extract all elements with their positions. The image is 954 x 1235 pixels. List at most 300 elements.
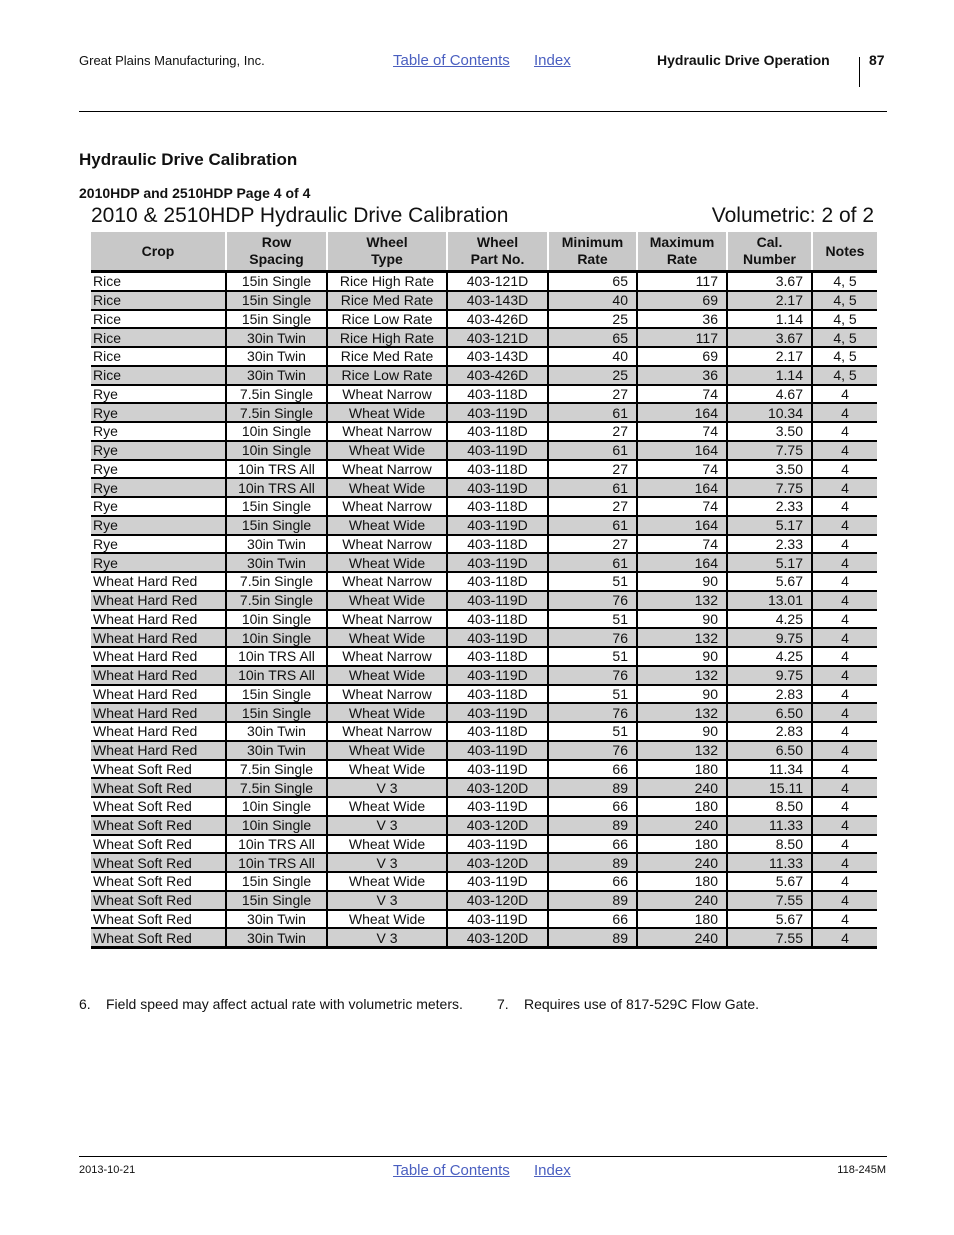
table-row <box>91 628 877 647</box>
table-cell: 66 <box>548 797 637 816</box>
table-row <box>91 891 877 910</box>
table-cell: 403-120D <box>447 928 548 947</box>
table-cell: 66 <box>548 872 637 891</box>
table-cell: 10in Single <box>226 628 327 647</box>
table-cell: 403-120D <box>447 853 548 872</box>
table-cell: 27 <box>548 422 637 441</box>
table-cell: 2.17 <box>727 291 812 310</box>
table-cell: 403-119D <box>447 872 548 891</box>
table-cell: 11.33 <box>727 816 812 835</box>
table-cell: 30in Twin <box>226 366 327 385</box>
table-cell: 90 <box>637 610 727 629</box>
table-cell: Wheat Wide <box>327 872 447 891</box>
column-header-text: Notes <box>825 242 865 259</box>
table-title: 2010 & 2510HDP Hydraulic Drive Calibration <box>91 204 509 227</box>
table-cell: 4 <box>812 741 877 760</box>
table-cell: 403-118D <box>447 497 548 516</box>
column-header <box>91 232 226 272</box>
table-cell: 4, 5 <box>812 366 877 385</box>
table-cell: Wheat Hard Red <box>91 591 226 610</box>
table-cell: 240 <box>637 816 727 835</box>
table-cell: 4, 5 <box>812 272 877 291</box>
table-row <box>91 760 877 779</box>
table-row <box>91 328 877 347</box>
table-cell: 4 <box>812 385 877 404</box>
column-header-text: Wheel <box>476 234 519 250</box>
table-cell: 4.25 <box>727 647 812 666</box>
table-cell: 10in Single <box>226 610 327 629</box>
table-cell: Wheat Hard Red <box>91 722 226 741</box>
table-cell: 403-119D <box>447 741 548 760</box>
table-cell: 10in TRS All <box>226 460 327 479</box>
table-row <box>91 572 877 591</box>
table-cell: Wheat Wide <box>327 835 447 854</box>
column-header <box>447 232 548 272</box>
table-cell: 403-426D <box>447 310 548 329</box>
footer-index-link[interactable]: Index <box>534 1162 571 1179</box>
table-cell: 61 <box>548 516 637 535</box>
table-cell: 15in Single <box>226 272 327 291</box>
table-cell: 4 <box>812 403 877 422</box>
table-cell: Wheat Soft Red <box>91 816 226 835</box>
table-cell: 2.33 <box>727 497 812 516</box>
table-cell: Rice <box>91 310 226 329</box>
table-cell: Wheat Wide <box>327 910 447 929</box>
table-cell: 403-118D <box>447 722 548 741</box>
table-cell: 132 <box>637 628 727 647</box>
note-number: 7. <box>497 996 509 1012</box>
table-cell: Rice Med Rate <box>327 291 447 310</box>
table-cell: 2.33 <box>727 535 812 554</box>
table-row <box>91 347 877 366</box>
table-cell: 403-120D <box>447 891 548 910</box>
table-cell: 15in Single <box>226 497 327 516</box>
table-cell: 51 <box>548 722 637 741</box>
column-header-text: Type <box>371 251 403 267</box>
table-cell: 132 <box>637 591 727 610</box>
column-header <box>327 232 447 272</box>
column-header-text: Cal. <box>756 234 783 250</box>
table-cell: 403-118D <box>447 572 548 591</box>
table-cell: Wheat Soft Red <box>91 872 226 891</box>
table-cell: 61 <box>548 478 637 497</box>
column-header <box>727 232 812 272</box>
table-body <box>91 272 877 948</box>
table-cell: Wheat Wide <box>327 741 447 760</box>
table-cell: 76 <box>548 666 637 685</box>
table-cell: 10in Single <box>226 816 327 835</box>
column-header-text: Number <box>743 251 796 267</box>
table-cell: 10in TRS All <box>226 853 327 872</box>
table-cell: Rye <box>91 422 226 441</box>
table-cell: 74 <box>637 497 727 516</box>
table-cell: 51 <box>548 610 637 629</box>
table-cell: 7.5in Single <box>226 403 327 422</box>
column-header-text: Spacing <box>249 251 304 267</box>
table-cell: 3.50 <box>727 422 812 441</box>
table-cell: 4 <box>812 703 877 722</box>
table-cell: 4 <box>812 797 877 816</box>
table-cell: 6.50 <box>727 741 812 760</box>
table-cell: 30in Twin <box>226 910 327 929</box>
section-title: Hydraulic Drive Calibration <box>79 150 298 169</box>
table-cell: 8.50 <box>727 797 812 816</box>
table-cell: Rye <box>91 460 226 479</box>
table-cell: 25 <box>548 366 637 385</box>
table-cell: 90 <box>637 685 727 704</box>
table-cell: Wheat Soft Red <box>91 797 226 816</box>
table-row <box>91 778 877 797</box>
table-cell: 240 <box>637 853 727 872</box>
table-cell: 164 <box>637 553 727 572</box>
table-cell: 3.67 <box>727 328 812 347</box>
table-cell: 36 <box>637 366 727 385</box>
table-row <box>91 722 877 741</box>
header-index-link[interactable]: Index <box>534 52 571 69</box>
table-cell: 15in Single <box>226 685 327 704</box>
table-row <box>91 291 877 310</box>
table-cell: Wheat Wide <box>327 553 447 572</box>
table-cell: 180 <box>637 910 727 929</box>
table-row <box>91 853 877 872</box>
table-cell: 6.50 <box>727 703 812 722</box>
table-cell: 15in Single <box>226 516 327 535</box>
table-cell: 11.33 <box>727 853 812 872</box>
table-cell: Wheat Wide <box>327 478 447 497</box>
column-header-text: Maximum <box>649 234 715 250</box>
table-cell: Wheat Wide <box>327 441 447 460</box>
table-cell: 403-426D <box>447 366 548 385</box>
table-cell: 5.67 <box>727 572 812 591</box>
table-cell: Wheat Hard Red <box>91 628 226 647</box>
footer-date: 2013-10-21 <box>79 1164 136 1176</box>
table-cell: 4, 5 <box>812 291 877 310</box>
table-cell: 51 <box>548 685 637 704</box>
table-row <box>91 403 877 422</box>
table-cell: Rice <box>91 328 226 347</box>
note-text: Field speed may affect actual rate with volumetric meters. <box>106 996 463 1012</box>
table-cell: 4 <box>812 422 877 441</box>
table-cell: Wheat Soft Red <box>91 835 226 854</box>
table-cell: 132 <box>637 703 727 722</box>
table-cell: 164 <box>637 516 727 535</box>
table-cell: Rye <box>91 497 226 516</box>
table-row <box>91 516 877 535</box>
table-cell: 74 <box>637 385 727 404</box>
table-cell: Wheat Narrow <box>327 722 447 741</box>
table-cell: 74 <box>637 422 727 441</box>
table-row <box>91 928 877 947</box>
table-cell: 4 <box>812 441 877 460</box>
table-cell: 15in Single <box>226 310 327 329</box>
table-cell: Wheat Wide <box>327 591 447 610</box>
column-header <box>812 232 877 272</box>
table-cell: 89 <box>548 891 637 910</box>
table-cell: Rye <box>91 385 226 404</box>
table-cell: 403-118D <box>447 535 548 554</box>
table-cell: 15in Single <box>226 703 327 722</box>
table-cell: 65 <box>548 272 637 291</box>
table-cell: 10in Single <box>226 441 327 460</box>
table-cell: 7.55 <box>727 928 812 947</box>
table-cell: Rice Med Rate <box>327 347 447 366</box>
table-cell: 4 <box>812 553 877 572</box>
table-cell: 9.75 <box>727 666 812 685</box>
table-cell: 3.50 <box>727 460 812 479</box>
table-cell: 7.5in Single <box>226 778 327 797</box>
column-header-text: Wheel <box>366 234 408 250</box>
table-cell: Wheat Narrow <box>327 610 447 629</box>
table-cell: 4, 5 <box>812 347 877 366</box>
table-cell: 27 <box>548 385 637 404</box>
table-cell: 7.55 <box>727 891 812 910</box>
table-row <box>91 497 877 516</box>
table-row <box>91 610 877 629</box>
table-cell: Wheat Wide <box>327 666 447 685</box>
table-cell: 132 <box>637 666 727 685</box>
table-row <box>91 385 877 404</box>
table-cell: 51 <box>548 572 637 591</box>
table-cell: 403-118D <box>447 385 548 404</box>
table-cell: 27 <box>548 497 637 516</box>
table-cell: Wheat Narrow <box>327 685 447 704</box>
table-cell: 240 <box>637 778 727 797</box>
table-cell: 30in Twin <box>226 553 327 572</box>
table-cell: Rye <box>91 553 226 572</box>
table-cell: 89 <box>548 816 637 835</box>
table-cell: Rye <box>91 535 226 554</box>
table-cell: 10in Single <box>226 422 327 441</box>
table-cell: Wheat Narrow <box>327 647 447 666</box>
table-row <box>91 422 877 441</box>
table-cell: 5.67 <box>727 910 812 929</box>
section-name: Hydraulic Drive Operation <box>657 52 830 68</box>
table-row <box>91 310 877 329</box>
table-cell: 4 <box>812 591 877 610</box>
table-cell: Rye <box>91 516 226 535</box>
table-cell: V 3 <box>327 778 447 797</box>
table-cell: 2.17 <box>727 347 812 366</box>
header-divider <box>859 57 860 87</box>
table-cell: 74 <box>637 460 727 479</box>
table-row <box>91 703 877 722</box>
table-cell: 66 <box>548 835 637 854</box>
table-cell: V 3 <box>327 816 447 835</box>
column-header-text: Rate <box>666 251 698 267</box>
table-cell: 1.14 <box>727 310 812 329</box>
table-cell: 403-120D <box>447 778 548 797</box>
table-cell: 403-118D <box>447 610 548 629</box>
table-cell: Wheat Soft Red <box>91 928 226 947</box>
table-cell: Wheat Wide <box>327 516 447 535</box>
table-cell: 30in Twin <box>226 347 327 366</box>
table-cell: Wheat Wide <box>327 797 447 816</box>
header-rule <box>79 111 887 112</box>
table-cell: 403-119D <box>447 666 548 685</box>
table-cell: 3.67 <box>727 272 812 291</box>
table-cell: 15in Single <box>226 891 327 910</box>
table-cell: 164 <box>637 441 727 460</box>
table-row <box>91 685 877 704</box>
table-cell: 30in Twin <box>226 741 327 760</box>
table-cell: Wheat Soft Red <box>91 778 226 797</box>
table-cell: 10in TRS All <box>226 478 327 497</box>
table-cell: Wheat Soft Red <box>91 891 226 910</box>
table-cell: 180 <box>637 872 727 891</box>
table-cell: 117 <box>637 272 727 291</box>
table-cell: 10in TRS All <box>226 666 327 685</box>
table-row <box>91 835 877 854</box>
table-cell: 27 <box>548 460 637 479</box>
table-cell: Rice Low Rate <box>327 310 447 329</box>
table-cell: 403-119D <box>447 591 548 610</box>
table-cell: 403-143D <box>447 291 548 310</box>
table-cell: 10in TRS All <box>226 835 327 854</box>
column-header-text: Minimum <box>561 234 624 250</box>
table-cell: 403-121D <box>447 272 548 291</box>
table-cell: 4 <box>812 835 877 854</box>
table-cell: Wheat Hard Red <box>91 703 226 722</box>
table-cell: 403-118D <box>447 460 548 479</box>
table-cell: 40 <box>548 291 637 310</box>
table-cell: 10.34 <box>727 403 812 422</box>
table-cell: 117 <box>637 328 727 347</box>
table-cell: 10in Single <box>226 797 327 816</box>
table-cell: 7.5in Single <box>226 572 327 591</box>
table-cell: 4.25 <box>727 610 812 629</box>
table-cell: 69 <box>637 347 727 366</box>
table-cell: 25 <box>548 310 637 329</box>
subtitle: 2010HDP and 2510HDP Page 4 of 4 <box>79 185 311 201</box>
table-row <box>91 591 877 610</box>
table-cell: Rice High Rate <box>327 328 447 347</box>
table-cell: 180 <box>637 760 727 779</box>
table-cell: Rice <box>91 366 226 385</box>
table-cell: 403-118D <box>447 685 548 704</box>
table-cell: 240 <box>637 928 727 947</box>
table-row <box>91 816 877 835</box>
header-toc-link[interactable]: Table of Contents <box>393 52 510 69</box>
table-cell: Wheat Soft Red <box>91 910 226 929</box>
table-cell: 403-121D <box>447 328 548 347</box>
table-row <box>91 366 877 385</box>
company-name: Great Plains Manufacturing, Inc. <box>79 53 265 68</box>
table-cell: 180 <box>637 835 727 854</box>
table-cell: 7.5in Single <box>226 591 327 610</box>
table-cell: 30in Twin <box>226 328 327 347</box>
table-cell: 4 <box>812 685 877 704</box>
table-cell: 2.83 <box>727 722 812 741</box>
table-cell: 90 <box>637 647 727 666</box>
table-cell: 403-120D <box>447 816 548 835</box>
table-cell: 15.11 <box>727 778 812 797</box>
table-cell: 4, 5 <box>812 310 877 329</box>
table-cell: 4 <box>812 760 877 779</box>
table-cell: Wheat Wide <box>327 760 447 779</box>
table-cell: 90 <box>637 572 727 591</box>
table-cell: Wheat Wide <box>327 703 447 722</box>
table-row <box>91 478 877 497</box>
table-cell: 36 <box>637 310 727 329</box>
table-cell: 4 <box>812 910 877 929</box>
table-cell: 89 <box>548 853 637 872</box>
table-cell: 403-119D <box>447 403 548 422</box>
table-header-row <box>91 232 877 272</box>
table-cell: 9.75 <box>727 628 812 647</box>
table-cell: 4 <box>812 535 877 554</box>
table-cell: Rice <box>91 291 226 310</box>
table-cell: Rice Low Rate <box>327 366 447 385</box>
table-cell: 240 <box>637 891 727 910</box>
table-cell: 61 <box>548 403 637 422</box>
table-cell: 30in Twin <box>226 535 327 554</box>
table-cell: 403-118D <box>447 422 548 441</box>
footer-rule <box>79 1156 887 1157</box>
table-cell: Wheat Hard Red <box>91 572 226 591</box>
footer-doc-number: 118-245M <box>837 1164 886 1176</box>
page-number: 87 <box>869 52 885 68</box>
table-cell: 90 <box>637 722 727 741</box>
table-cell: V 3 <box>327 853 447 872</box>
table-cell: 4 <box>812 497 877 516</box>
note-text: Requires use of 817-529C Flow Gate. <box>524 996 760 1012</box>
table-cell: 164 <box>637 403 727 422</box>
table-cell: 27 <box>548 535 637 554</box>
table-cell: 5.67 <box>727 872 812 891</box>
table-cell: 180 <box>637 797 727 816</box>
table-row <box>91 872 877 891</box>
table-row <box>91 797 877 816</box>
footer-toc-link[interactable]: Table of Contents <box>393 1162 510 1179</box>
table-cell: 4.67 <box>727 385 812 404</box>
table-cell: Rye <box>91 441 226 460</box>
table-cell: 164 <box>637 478 727 497</box>
table-cell: Wheat Narrow <box>327 422 447 441</box>
table-row <box>91 535 877 554</box>
table-cell: Wheat Hard Red <box>91 610 226 629</box>
table-cell: Wheat Narrow <box>327 572 447 591</box>
table-cell: 15in Single <box>226 872 327 891</box>
table-cell: 89 <box>548 778 637 797</box>
table-cell: 10in TRS All <box>226 647 327 666</box>
column-header-text: Part No. <box>470 251 525 267</box>
table-cell: 66 <box>548 910 637 929</box>
table-cell: 4 <box>812 572 877 591</box>
table-cell: Wheat Wide <box>327 628 447 647</box>
table-cell: 74 <box>637 535 727 554</box>
table-row <box>91 647 877 666</box>
table-cell: 4 <box>812 460 877 479</box>
table-cell: 40 <box>548 347 637 366</box>
table-cell: 403-119D <box>447 553 548 572</box>
table-cell: V 3 <box>327 928 447 947</box>
table-cell: 4 <box>812 778 877 797</box>
table-cell: 51 <box>548 647 637 666</box>
column-header <box>548 232 637 272</box>
table-cell: 4 <box>812 928 877 947</box>
table-cell: 4 <box>812 610 877 629</box>
table-cell: 132 <box>637 741 727 760</box>
table-cell: 4 <box>812 516 877 535</box>
table-cell: 403-119D <box>447 703 548 722</box>
table-cell: 65 <box>548 328 637 347</box>
table-cell: 76 <box>548 591 637 610</box>
table-cell: 8.50 <box>727 835 812 854</box>
table-cell: 76 <box>548 741 637 760</box>
table-cell: 61 <box>548 441 637 460</box>
table-cell: 4 <box>812 891 877 910</box>
table-cell: Wheat Narrow <box>327 497 447 516</box>
